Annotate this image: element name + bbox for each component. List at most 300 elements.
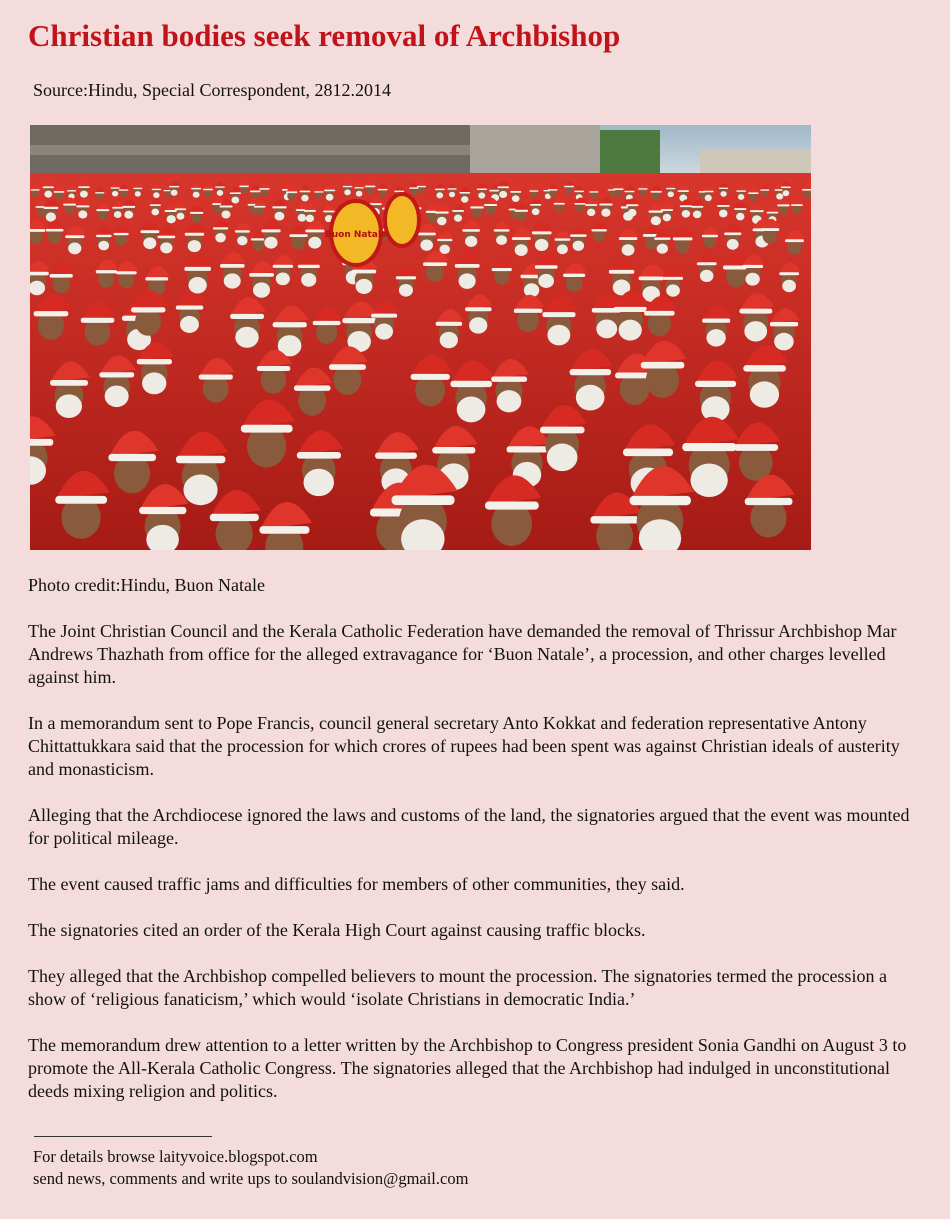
santa-hat-band	[532, 231, 552, 234]
santa-beard	[276, 273, 290, 286]
santa-beard	[356, 279, 373, 294]
santa-hat-band	[215, 186, 224, 187]
santa-hat-band	[371, 314, 397, 318]
santa-beard	[306, 215, 314, 223]
santa-hat-band	[213, 227, 228, 229]
santa-hat-band	[314, 191, 323, 192]
santa-beard	[193, 192, 200, 198]
santa-hat-band	[435, 212, 449, 214]
article-paragraph: The event caused traffic jams and difficulties for members of other communities, they said.	[28, 874, 685, 894]
santa-hat-band	[259, 526, 309, 534]
santa-hat-band	[375, 453, 417, 459]
santa-hat-band	[777, 204, 790, 206]
article-paragraph: They alleged that the Archbishop compelled believers to mount the procession. The signatories termed the procession a show of ‘religious fanaticism,’ which would ‘isolate Christians in democratic India.’	[28, 966, 887, 1009]
santa-hat-band	[760, 189, 769, 190]
santa-beard	[622, 244, 635, 256]
santa-hat-band	[477, 189, 487, 191]
santa-hat-band	[394, 191, 404, 192]
santa-beard	[496, 235, 507, 245]
santa-hat-band	[176, 306, 203, 310]
santa-beard	[188, 277, 206, 294]
santa-beard	[237, 236, 247, 245]
santa-beard	[774, 333, 794, 351]
santa-hat-band	[30, 229, 45, 232]
santa-beard	[783, 190, 790, 196]
santa-hat-band	[81, 318, 115, 323]
santa-hat-band	[365, 186, 376, 188]
santa-hat-band	[448, 188, 457, 189]
santa-hat-band	[437, 239, 452, 241]
santa-hat-band	[273, 322, 307, 327]
santa-beard	[44, 191, 52, 198]
santa-hat-band	[241, 425, 293, 433]
santa-hat-band	[323, 211, 335, 213]
santa-hat-band	[342, 318, 376, 323]
santa-beard	[663, 214, 671, 222]
santa-hat-band	[50, 274, 73, 278]
santa-beard	[167, 215, 176, 223]
santa-hat-band	[324, 190, 335, 192]
santa-hat-band	[779, 272, 799, 275]
santa-hat-band	[654, 237, 670, 239]
santa-hat-band	[392, 495, 455, 505]
santa-beard	[596, 319, 617, 338]
santa-beard	[573, 241, 584, 251]
santa-beard	[215, 233, 226, 242]
santa-beard	[420, 240, 433, 251]
santa-beard	[693, 211, 701, 219]
santa-hat-band	[409, 187, 419, 188]
santa-hat-band	[43, 207, 58, 209]
santa-hat-band	[514, 309, 543, 313]
santa-hat-band	[95, 192, 104, 193]
santa-hat-band	[609, 270, 634, 274]
santa-hat-band	[507, 446, 548, 452]
santa-beard	[719, 210, 728, 218]
santa-beard	[356, 191, 363, 197]
santa-beard	[706, 329, 725, 346]
santa-hat-band	[435, 189, 445, 190]
santa-hat-band	[791, 204, 803, 206]
santa-hat-band	[589, 191, 598, 192]
santa-beard	[736, 213, 744, 221]
santa-beard	[375, 324, 393, 340]
santa-hat-band	[30, 439, 53, 446]
santa-hat-band	[119, 189, 129, 190]
santa-beard	[114, 211, 122, 218]
santa-beard	[515, 244, 528, 256]
santa-hat-band	[724, 232, 741, 235]
santa-hat-band	[131, 307, 165, 312]
santa-hat-band	[530, 204, 541, 206]
santa-hat-band	[65, 235, 84, 238]
santa-hat-band	[680, 205, 692, 207]
santa-hat-band	[510, 191, 521, 193]
santa-hat-band	[199, 374, 233, 379]
santa-hat-band	[760, 228, 779, 231]
santa-beard	[183, 474, 217, 505]
santa-beard	[720, 191, 726, 197]
santa-beard	[217, 190, 224, 196]
santa-hat-band	[254, 206, 266, 208]
santa-hat-band	[462, 229, 480, 232]
santa-beard	[700, 270, 714, 282]
santa-beard	[628, 209, 637, 217]
santa-hat-band	[313, 321, 341, 325]
santa-hat-band	[116, 271, 137, 274]
santa-hat-band	[259, 188, 269, 190]
santa-hat-band	[112, 207, 123, 209]
santa-hat-band	[111, 187, 120, 188]
santa-beard	[304, 469, 335, 496]
santa-hat-band	[743, 365, 786, 371]
santa-hat-band	[555, 238, 571, 240]
santa-beard	[538, 274, 554, 288]
santa-hat-band	[630, 496, 691, 505]
santa-hat-band	[50, 380, 88, 386]
santa-beard	[461, 196, 468, 203]
santa-hat-band	[484, 204, 497, 206]
santa-beard	[308, 237, 321, 249]
santa-beard	[744, 321, 767, 341]
santa-hat-band	[661, 209, 673, 211]
santa-hat-band	[184, 267, 211, 271]
article-paragraph: In a memorandum sent to Pope Francis, council general secretary Anto Kokkat and federation representative Antony Chittattukkara said that the procession for which crores of rupees had been spent was against Christian ideals of austerity and monasticism.	[28, 713, 900, 779]
santa-beard	[221, 210, 230, 218]
santa-hat-band	[343, 186, 352, 187]
santa-hat-band	[67, 190, 76, 191]
santa-beard	[326, 194, 334, 201]
santa-hat-band	[548, 189, 558, 190]
santa-hat-band	[529, 190, 538, 191]
santa-hat-band	[99, 372, 134, 377]
santa-hat-band	[515, 210, 529, 212]
santa-hat-band	[157, 236, 175, 239]
santa-beard	[112, 191, 118, 197]
santa-hat-band	[298, 265, 320, 268]
santa-beard	[124, 211, 133, 219]
santa-hat-band	[691, 206, 703, 208]
santa-hat-band	[31, 189, 40, 190]
santa-hat-band	[220, 264, 245, 268]
santa-beard	[690, 463, 727, 497]
santa-hat-band	[418, 233, 436, 236]
santa-beard	[68, 242, 81, 254]
santa-hat-band	[639, 276, 664, 280]
santa-hat-band	[250, 191, 261, 193]
footer	[33, 1146, 468, 1190]
santa-hat-band	[34, 311, 69, 316]
santa-hat-band	[169, 186, 179, 187]
santa-hat-band	[289, 234, 307, 237]
santa-beard	[105, 385, 129, 407]
santa-beard	[547, 325, 570, 346]
santa-hat-band	[190, 212, 203, 214]
santa-hat-band	[220, 206, 233, 208]
santa-beard	[776, 193, 783, 199]
santa-beard	[135, 191, 141, 197]
santa-beard	[440, 332, 458, 348]
santa-hat-band	[574, 203, 585, 205]
santa-hat-band	[96, 235, 112, 237]
santa-hat-band	[273, 265, 293, 268]
santa-hat-band	[210, 514, 259, 521]
santa-beard	[782, 280, 796, 292]
santa-beard	[344, 189, 351, 195]
santa-hat-band	[682, 443, 736, 451]
santa-hat-band	[133, 188, 142, 189]
santa-beard	[142, 372, 166, 394]
santa-beard	[457, 397, 486, 423]
santa-hat-band	[436, 322, 463, 326]
santa-hat-band	[619, 237, 638, 240]
santa-hat-band	[185, 233, 204, 236]
santa-hat-band	[702, 319, 730, 323]
santa-hat-band	[590, 516, 639, 523]
santa-beard	[177, 213, 185, 220]
santa-hat-band	[742, 265, 763, 268]
santa-hat-band	[470, 206, 484, 208]
santa-hat-band	[512, 237, 531, 240]
santa-hat-band	[30, 272, 49, 276]
santa-hat-band	[55, 496, 107, 504]
santa-beard	[160, 242, 172, 253]
santa-beard	[301, 195, 308, 202]
santa-hat-band	[564, 186, 574, 187]
article-paragraph: Alleging that the Archdiocese ignored the laws and customs of the land, the signatories argued that the event was mounted for political mileage.	[28, 805, 910, 848]
santa-hat-band	[230, 314, 264, 319]
santa-hat-band	[591, 229, 607, 231]
santa-hat-band	[137, 359, 172, 364]
santa-hat-band	[175, 208, 186, 210]
santa-beard	[46, 212, 56, 221]
santa-hat-band	[585, 204, 597, 206]
sign-label: Buon Natale	[324, 230, 388, 240]
santa-beard	[619, 320, 642, 341]
santa-hat-band	[122, 206, 135, 208]
santa-beard	[587, 209, 595, 217]
santa-beard	[253, 282, 270, 297]
details-line[interactable]: For details browse laityvoice.blogspot.com	[33, 1147, 318, 1166]
santa-hat-band	[717, 205, 729, 207]
santa-hat-band	[63, 204, 76, 206]
santa-hat-band	[352, 270, 376, 274]
santa-hat-band	[261, 229, 280, 232]
footer-divider	[34, 1136, 212, 1137]
santa-hat-band	[624, 191, 634, 193]
article-paragraph: The signatories cited an order of the Kerala High Court against causing traffic blocks.	[28, 920, 646, 940]
santa-beard	[151, 209, 159, 216]
santa-beard	[98, 241, 109, 251]
santa-hat-band	[663, 277, 683, 280]
santa-beard	[180, 316, 199, 333]
santa-hat-band	[644, 311, 675, 316]
santa-hat-band	[417, 186, 426, 187]
santa-hat-band	[139, 507, 186, 514]
santa-hat-band	[78, 186, 89, 188]
santa-hat-band	[450, 381, 492, 387]
contact-line[interactable]: send news, comments and write ups to soulandvision@gmail.com	[33, 1169, 469, 1188]
santa-hat-band	[354, 187, 364, 188]
article-body	[28, 620, 918, 1126]
santa-hat-band	[304, 210, 316, 212]
santa-hat-band	[494, 229, 510, 231]
santa-hat-band	[802, 189, 811, 191]
article-photo	[30, 125, 811, 550]
santa-hat-band	[459, 192, 470, 194]
santa-hat-band	[150, 204, 161, 206]
santa-hat-band	[719, 188, 728, 189]
article-paragraph: The Joint Christian Council and the Kerala Catholic Federation have demanded the removal of Thrissur Archbishop Mar Andrews Thazhath from office for the alleged extravagance for ‘Buon Natale’, a procession, and other charges levelled against him.	[28, 621, 897, 687]
santa-hat-band	[96, 209, 109, 211]
santa-beard	[532, 208, 540, 215]
santa-beard	[264, 237, 277, 249]
santa-hat-band	[745, 498, 793, 505]
santa-hat-band	[230, 192, 241, 194]
santa-hat-band	[666, 188, 675, 189]
santa-beard	[469, 317, 487, 333]
santa-beard	[657, 244, 668, 254]
santa-hat-band	[452, 210, 464, 212]
santa-hat-band	[492, 268, 512, 271]
santa-hat-band	[574, 191, 584, 192]
santa-beard	[78, 210, 87, 218]
santa-beard	[499, 191, 507, 198]
santa-beard	[459, 273, 476, 288]
santa-hat-band	[767, 212, 779, 214]
santa-hat-band	[96, 270, 117, 273]
santa-hat-band	[734, 208, 746, 210]
santa-hat-band	[294, 385, 331, 391]
santa-beard	[497, 390, 522, 412]
santa-beard	[651, 216, 661, 225]
santa-hat-band	[54, 191, 65, 193]
santa-beard	[668, 191, 674, 197]
santa-hat-band	[563, 274, 585, 277]
santa-beard	[601, 209, 610, 217]
santa-hat-band	[734, 444, 778, 451]
santa-hat-band	[750, 210, 764, 212]
santa-hat-band	[152, 189, 161, 190]
santa-beard	[738, 194, 745, 200]
santa-hat-band	[651, 191, 662, 193]
article-paragraph: The memorandum drew attention to a letter written by the Archbishop to Congress president Sonia Gandhi on August 3 to promote the All-Kerala Catholic Congress. The signatories alleged that the Archbishop had indulged in unconstitutional deeds mixing religion and politics.	[28, 1035, 907, 1101]
headline: Christian bodies seek removal of Archbishop	[28, 18, 621, 53]
santa-hat-band	[432, 447, 475, 454]
source-line: Source:Hindu, Special Correspondent, 2812.2014	[33, 80, 391, 100]
santa-hat-band	[599, 204, 612, 206]
santa-hat-band	[396, 276, 416, 279]
santa-beard	[705, 195, 712, 201]
santa-hat-band	[378, 189, 388, 191]
santa-hat-band	[455, 264, 480, 268]
santa-beard	[576, 385, 605, 411]
santa-hat-band	[108, 454, 156, 461]
santa-hat-band	[203, 189, 213, 191]
santa-hat-band	[695, 381, 736, 387]
santa-hat-band	[76, 205, 89, 207]
santa-beard	[745, 273, 759, 286]
santa-hat-band	[570, 369, 612, 375]
santa-beard	[682, 210, 690, 218]
santa-hat-band	[638, 188, 647, 189]
santa-hat-band	[703, 191, 713, 193]
santa-hat-band	[235, 230, 250, 232]
santa-hat-band	[329, 364, 366, 370]
santa-beard	[399, 284, 413, 297]
santa-hat-band	[648, 211, 663, 213]
santa-beard	[454, 215, 462, 222]
santa-hat-band	[485, 501, 539, 509]
santa-hat-band	[748, 192, 758, 194]
santa-hat-band	[785, 239, 804, 242]
santa-hat-band	[114, 233, 129, 235]
santa-hat-band	[191, 188, 201, 190]
santa-beard	[437, 217, 447, 226]
santa-hat-band	[535, 265, 558, 268]
santa-hat-band	[423, 262, 447, 266]
santa-hat-band	[613, 188, 623, 190]
santa-beard	[153, 192, 159, 198]
trees	[600, 130, 660, 175]
santa-hat-band	[145, 277, 168, 280]
santa-hat-band	[249, 273, 274, 277]
santa-hat-band	[542, 312, 575, 317]
santa-hat-band	[297, 452, 341, 459]
santa-beard	[512, 195, 520, 202]
santa-beard	[478, 192, 485, 198]
santa-beard	[171, 190, 178, 196]
santa-hat-band	[497, 186, 509, 188]
santa-hat-band	[570, 234, 587, 237]
santa-hat-band	[770, 322, 798, 326]
santa-hat-band	[165, 210, 178, 212]
santa-beard	[231, 197, 239, 204]
santa-hat-band	[554, 203, 565, 205]
santa-hat-band	[300, 191, 311, 193]
santa-hat-band	[702, 235, 718, 237]
santa-beard	[436, 192, 443, 198]
santa-beard	[666, 284, 680, 296]
santa-hat-band	[781, 187, 791, 188]
santa-hat-band	[286, 191, 297, 193]
santa-hat-band	[272, 206, 286, 208]
santa-hat-band	[411, 374, 450, 380]
santa-hat-band	[176, 456, 226, 464]
santa-hat-band	[43, 186, 54, 188]
santa-beard	[557, 244, 568, 254]
santa-beard	[301, 273, 316, 287]
santa-hat-band	[613, 307, 647, 312]
santa-beard	[535, 239, 549, 251]
santa-hat-band	[140, 230, 159, 233]
santa-hat-band	[678, 190, 689, 192]
santa-hat-band	[673, 237, 693, 240]
santa-beard	[56, 394, 82, 418]
santa-beard	[750, 381, 779, 407]
santa-beard	[547, 444, 578, 472]
santa-hat-band	[626, 204, 638, 206]
santa-hat-band	[491, 376, 527, 381]
santa-hat-band	[697, 262, 717, 265]
santa-beard	[188, 240, 201, 252]
santa-hat-band	[540, 427, 585, 434]
santa-hat-band	[736, 190, 745, 191]
santa-beard	[727, 239, 739, 250]
santa-hat-band	[465, 307, 491, 311]
santa-hat-band	[739, 309, 772, 314]
santa-hat-band	[239, 186, 249, 187]
